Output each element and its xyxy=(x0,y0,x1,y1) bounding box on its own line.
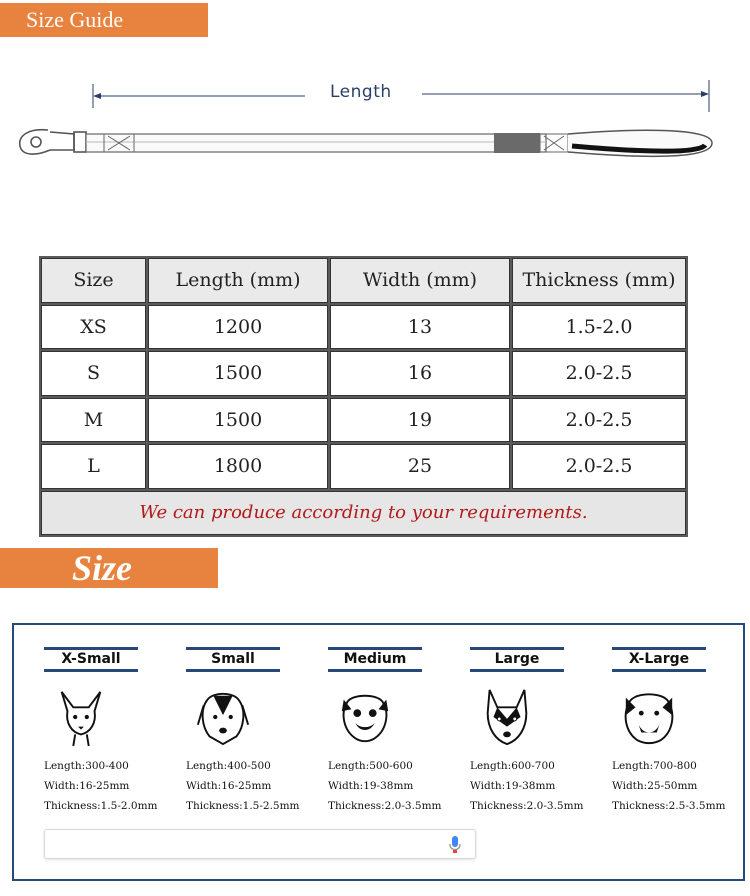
dog-length: Length:500-600 xyxy=(328,760,413,772)
size-guide-title: Size Guide xyxy=(26,7,124,32)
header-width: Width (mm) xyxy=(330,258,510,303)
cell-thickness: 2.0-2.5 xyxy=(512,444,686,489)
table-row xyxy=(41,351,686,396)
cell-thickness: 2.0-2.5 xyxy=(512,351,686,396)
pug-icon xyxy=(336,686,394,748)
snap-hook-icon xyxy=(20,130,86,154)
size-table xyxy=(39,256,688,537)
cell-length: 1500 xyxy=(148,351,328,396)
dog-width: Width:19-38mm xyxy=(328,780,414,792)
table-row xyxy=(41,444,686,489)
husky-icon xyxy=(478,686,536,748)
cell-width: 25 xyxy=(330,444,510,489)
dog-size-xsmall xyxy=(44,647,184,816)
cell-length: 1800 xyxy=(148,444,328,489)
cell-thickness: 1.5-2.0 xyxy=(512,305,686,350)
table-row xyxy=(41,305,686,350)
dog-size-medium xyxy=(328,647,468,816)
size-banner xyxy=(0,548,218,588)
dog-length: Length:400-500 xyxy=(186,760,271,772)
cell-length: 1200 xyxy=(148,305,328,350)
collie-icon xyxy=(194,686,252,748)
header-thickness: Thickness (mm) xyxy=(512,258,686,303)
cell-width: 19 xyxy=(330,398,510,443)
mic-icon[interactable] xyxy=(449,836,461,854)
dog-thickness: Thickness:2.0-3.5mm xyxy=(328,800,442,812)
cell-size: M xyxy=(41,398,146,443)
dog-size-title: X-Small xyxy=(44,647,138,672)
dog-thickness: Thickness:2.5-3.5mm xyxy=(612,800,726,812)
dog-size-small xyxy=(186,647,326,816)
dog-size-xlarge xyxy=(612,647,750,816)
header-length: Length (mm) xyxy=(148,258,328,303)
table-row xyxy=(41,398,686,443)
chihuahua-icon xyxy=(52,686,110,748)
header-size: Size xyxy=(41,258,146,303)
table-note-row xyxy=(41,491,686,536)
dog-size-title: X-Large xyxy=(612,647,706,672)
leash-diagram xyxy=(0,70,750,245)
dog-width: Width:16-25mm xyxy=(186,780,272,792)
size-title: Size xyxy=(72,548,133,588)
dog-width: Width:16-25mm xyxy=(44,780,130,792)
table-header-row xyxy=(41,258,686,303)
size-guide-banner xyxy=(0,3,208,37)
custom-production-note: We can produce according to your requirements. xyxy=(41,491,686,536)
dog-width: Width:25-50mm xyxy=(612,780,698,792)
length-label: Length xyxy=(330,82,392,102)
dog-size-large xyxy=(470,647,610,816)
cell-width: 16 xyxy=(330,351,510,396)
dog-thickness: Thickness:1.5-2.5mm xyxy=(186,800,300,812)
cell-width: 13 xyxy=(330,305,510,350)
mastiff-icon xyxy=(620,686,678,748)
dog-thickness: Thickness:1.5-2.0mm xyxy=(44,800,158,812)
dog-length: Length:300-400 xyxy=(44,760,129,772)
dog-length: Length:600-700 xyxy=(470,760,555,772)
dog-size-title: Medium xyxy=(328,647,422,672)
cell-thickness: 2.0-2.5 xyxy=(512,398,686,443)
dog-size-title: Large xyxy=(470,647,564,672)
cell-size: S xyxy=(41,351,146,396)
dog-size-title: Small xyxy=(186,647,280,672)
cell-length: 1500 xyxy=(148,398,328,443)
dog-width: Width:19-38mm xyxy=(470,780,556,792)
dog-length: Length:700-800 xyxy=(612,760,697,772)
dog-size-chart xyxy=(12,623,745,881)
dog-thickness: Thickness:2.0-3.5mm xyxy=(470,800,584,812)
search-input[interactable] xyxy=(44,829,476,859)
cell-size: L xyxy=(41,444,146,489)
cell-size: XS xyxy=(41,305,146,350)
